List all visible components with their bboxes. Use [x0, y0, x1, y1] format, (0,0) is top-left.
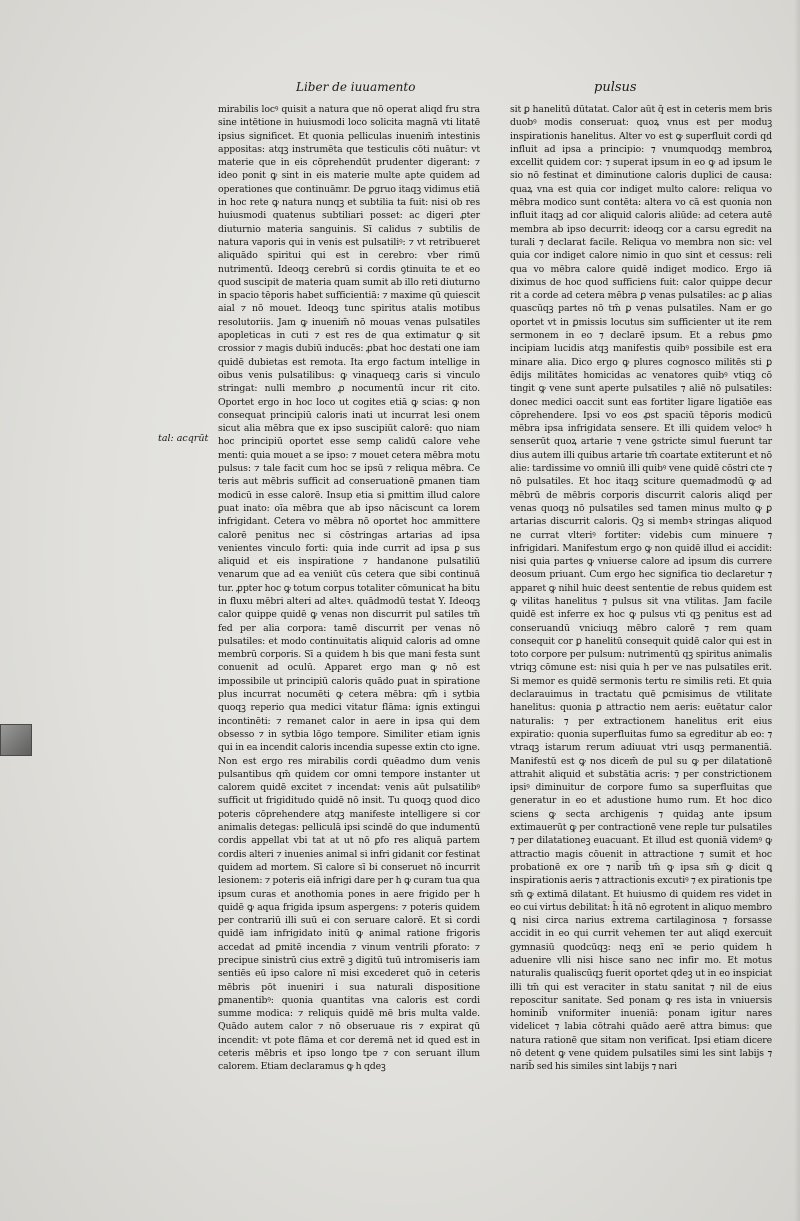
marginal-note: tal: acqrūt	[158, 433, 209, 444]
running-head: Liber de iuuamento	[296, 80, 416, 94]
binding-tab	[0, 724, 32, 756]
text-column-right: sit ꝑ hanelitū dūtatat. Calor aūt q̄ est in ceteris mem bris duobꝰ modis conseruat: quoꝝ vnus est per moduꝫ inspirationis hanelitus. Alter vo est ꝙ superfluit cordi qd influit ad ipsa a principio: ⁊ vnumquodqꝫ membroꝝ excellit quidem cor: ⁊ superat ipsum in eo ꝙ ad ipsum le sio nō festinat et diminutione caloris duplici de causa: quaꝝ vna est quia cor indiget multo calore: reliqua vo mēbra modico sunt contēta: altera vo cā est quonia non influit itaqꝫ ad cor aliquid caloris aliūde: ad cetera autē membra ab ipso decurrit: ideoqꝫ cor a carsu egredit na turali ⁊ declarat facile. Reliqua vo membra non sic: vel quia cor indiget calore nimio in quo sint et cessus: reli qua vo mēbra calore quidē indiget modico. Ergo iā diximus de hoc quod sufficiens fuit: calor quippe decur rit a corde ad cetera mēbra ꝑ venas pulsatiles: ac ꝑ alias quascūqꝫ partes nō tm̄ ꝑ venas pulsatiles. Nam er go oportet vt in ꝑmissis locutus sim sufficienter ut ite rem sermonem in eo ⁊ declarē ipsum. Et a rebus ꝑmo incipiam lucidis atqꝫ manifestis quibꝰ possibile est era minare alia. Dico ergo ꝙ plures cognosco militēs sti ꝑ ēdijs militātes homicidas ac venatores quibꝰ vtiqꝫ cō tingit ꝙ vene sunt aperte pulsatiles ⁊ aliē nō pulsatiles: donec medici oaccit sunt eas fortiter ligare ligatiōe eas cōprehendere. Ipsi vo eos ꝓst spaciū tēporis modicū mēbra ipsa infrigidata sensere. Et illi quidem velocꝰ h senserūt quoꝝ artarie ⁊ vene ꝯstricte simul fuerunt tar dius autem illi quibus artarie tm̄ coartate extiterunt et nō alie: tardissime vo omniū illi quibꝰ vene quidē cōstri cte ⁊ nō pulsatiles. Et hoc itaqꝫ sciture quemadmodū ꝙ ad mēbrū de mēbris corporis discurrit caloris aliqd per venas quoqꝫ nō pulsatiles sed tamen minus multo ꝙ ꝑ artarias discurrit caloris. Qꝫ si membꝛ stringas aliquod ne currat vlteriꝰ fortiter: videbis cum minuere ⁊ infrigidari. Manifestum ergo ꝙ non quidē illud ei accidit: nisi quia partes ꝙ vniuerse calore ad ipsum dis currere deosum priuant. Cum ergo hec significa tio declaretur ⁊ apparet ꝙ nihil huic deest sententie de rebus quidem est ꝙ vilitas hanelitus ⁊ pulsus sit vna vtilitas. Jam facile quidē est inferre ex hoc ꝙ pulsus vti qꝫ penitus est ad conseruandū vniciuqꝫ mēbro calorē ⁊ rem quam consequit cor ꝑ hanelitū consequit quidē calor qui est in toto corpore per pulsum: nutrimentū qꝫ spiritus animalis vtriqꝫ cōmune est: nisi quia h per ve nas pulsatiles erit. Si memor es quidē sermonis tertu re similis reti. Et quia declarauimus in tractatu quē ꝑcmisimus de vtilitate hanelitus: quonia ꝑ attractio nem aeris: euētatur calor naturalis: ⁊ per extractionem hanelitus erit eius expiratio: quonia superfluitas fumo sa egreditur ab eo: ⁊ vtraqꝫ istarum rerum adiuuat vtri usqꝫ permanentiā. Manifestū est ꝙ nos dicem̄ de pul su ꝙ per dilatationē attrahit aliquid et substātia acris: ⁊ per constrictionem ipsiꝰ diminuitur de corpore fumo sa superfluitas que generatur in eo et adustione humo rum. Et hoc dico sciens ꝙ secta archigenis ⁊ quidaꝫ ante ipsum extimauerūt ꝙ per contractionē vene reple tur pulsatiles ⁊ per dilatationeꝫ euacuant. Et illud est quoniā videmꝰ ꝙ attractio magis cōuenit in attractione ⁊ sumit et hoc probationē ex ore ⁊ narib̄ tm̄ ꝙ ipsa sm̄ ꝙ dicit ꝗ inspirationis aeris ⁊ attractionis excutiꝰ ⁊ ex pirationis tpe sm̄ ꝙ extimā dilatant. Et huiusmo di quidem res videt in eo cui virtus debilitat: h̄ itā nō egrotent in aliquo membro ꝗ nisi circa narius extrema cartilaginosa ⁊ forsasse accidit in eo qui currit vehemen ter aut aliqd exercuit gymnasiū quodcūqꝫ: neqꝫ enī ꝛe perio quidem h aduenire vlli nisi hisce sano nec infir mo. Et motus naturalis qualiscūqꝫ fuerit oportet qdeꝫ ut in eo inspiciat illi tm̄ qui est veraciter in statu sanitat ⁊ nil de eius reposcitur sanitate. Sed ponam ꝙ res ista in vniuersis hominib̄ vniformiter inueniā: ponam igitur nares videlicet ⁊ labia cōtrahi quādo aerē attra bimus: que natura rationē que sitam non verificat. Ipsi etiam dicere nō detent ꝙ vene quidem pulsatiles simi les sint labijs ⁊ narib̄ sed his similes sint labijs ⁊ nari	[510, 104, 772, 1073]
folio-heading: pulsus	[594, 80, 637, 95]
text-column-left: mirabilis locꝰ quisit a natura que nō operat aliqd fru stra sine intētione in huiusmodi loco solicita magnā vti litatē ipsius significet. Et quonia pelliculas inuenim̄ intestinis appositas: atqꝫ instrumēta que testiculis cōti nuātur: vt materie que in eis cōprehendūt prudenter digerant: ⁊ ideo ponit ꝙ sint in eis materie multe apte quidem ad operationes que continuāmr. De ꝑgruo itaqꝫ vidimus etiā in hoc rete ꝙ natura nunqꝫ et subtilia ta fuit: nisi ob res huiusmodi quatenus subtiliari posset: ac digeri ꝓter diuturnio materia sanguinis. Sī calidus ⁊ subtilis de natura vaporis qui in venis est pulsatiliꝰ: ⁊ vt retribueret aliquādo spiritui qui est in cerebro: vber rimū nutrimentū. Ideoqꝫ cerebrū si cordis ꝯtinuita te et eo quod suscipit de materia quam sumit ab illo reti diuturno in spacio tēporis habet sufficientiā: ⁊ maxime qū quiescit aial ⁊ nō mouet. Ideoqꝫ tunc spiritus atalis motibus resolutoriis. Jam ꝙ inuenim̄ nō mouas venas pulsatiles apopleticas in cuti ⁊ est res de qua extimatur ꝙ sit crossior ⁊ magis dubiū inducēs: ꝓbat hoc destati one iam quidē dubietas est remota. Ita ergo factum intellige in oibus venis pulsatilibus: ꝙ vinaqueqꝫ caris si vinculo stringat: nulli membro ꝓ nocumentū incur rit cito. Oportet ergo in hoc loco ut cogites etiā ꝙ scias: ꝙ non consequat principiū caloris inati ut incurrat lesi onem sicut alia mēbra que ex ipso suscipiūt calorē: quo niam hoc principiū oportet esse semp calidū calore vehe menti: quia mouet a se ipso: ⁊ mouet cetera mēbra motu pulsus: ⁊ tale facit cum hoc se ipsū ⁊ reliqua mēbra. Ce teris aut mēbris sufficit ad conseruationē ꝑmanen tiam modicū in esse calorē. Insup etia si ꝑmittim illud calore ꝑuat inato: oīa mēbra que ab ipso nāciscunt ca lorem infrigidant. Cetera vo mēbra nō oportet hoc ammittere calorē penitus nec si cōstringas artarias ad ipsa venientes vinculo forti: quia inde currit ad ipsa ꝑ sus aliquid et eis inspiratione ⁊ handanone pulsatiliū venarum que ad ea veniūt cūs cetera que sibi continuā tur. ꝓpter hoc ꝙ totum corpus totaliter cōmunicat ha bitu in fluxu mēbri alteri ad alteꝛ. quādmodū testat Y. Ideoqꝫ calor quippe quidē ꝙ venas non discurrit pul satiles tm̄ fed per alia corpora: tamē discurrit per venas nō pulsatiles: et modo continuitatis aliquid caloris ad omne membrū corporis. Sī a quidem h bis que mani festa sunt conuenit ad oculū. Apparet ergo man ꝙ nō est impossibile ut principiū caloris quādo ꝑuat in spiratione plus incurrat nocumēti ꝙ cetera mēbra: qm̄ i sytbia quoqꝫ reperio qua medici vitatur flāma: ignis extingui incontinēti: ⁊ remanet calor in aere in ipsa qui dem obsesso ⁊ in sytbia lōgo tempore. Similiter etiam ignis qui in ea incendit caloris incendia supesse extin cto igne. Non est ergo res mirabilis cordi quēadmo dum venis pulsantibus qm̄ quidem cor omni tempore instanter ut calorem quidē excitet ⁊ incendat: venis aūt pulsatilibꝰ sufficit ut frigiditudo quidē nō insit. Tu quoqꝫ quod dico poteris cōprehendere atqꝫ manifeste intelligere si cor animalis detegas: pelliculā ipsi scindē do que indumentū cordis appellat vbi tat at ut nō ꝑfo res aliquā partem cordis alteri ⁊ inuenies animal si infri gidanit cor festinat quidem ad mortem. Sī calore sī bi conseruet nō incurrit lesionem: ⁊ poteris eiā infrigi dare per h ꝙ curam tua qua ipsum curas et anothomia pones in aere frigido per h quidē ꝙ aqua frigida ipsum aspergens: ⁊ poteris quidem per contrariū illi suū ei con seruare calorē. Et si cordi quidē iam infrigidato initū ꝙ animal ratione frigoris accedat ad ꝑmitē incendia ⁊ vinum ventrili ꝑforato: ⁊ precipue sinistrū cius extrē ꝫ digitū tuū intromiseris iam sentiēs eū ipso calore nī misi excederet quō in ceteris mēbris pōt inueniri i sua naturali dispositione ꝑmanentibꝰ: quonia quantitas vna caloris est cordi summe modica: ⁊ reliquis quidē mē bris multa valde. Quādo autem calor ⁊ nō obseruaue ris ⁊ expirat qū incendit: vt pote flāma et cor deremā net id qued est in ceteris mēbris et ipso longo tpe ⁊ con seruant illum calorem. Etiam declaramus ꝙ h qdeꝫ	[218, 104, 480, 1073]
page-header	[0, 80, 800, 102]
page-edge-shadow	[794, 0, 800, 1221]
